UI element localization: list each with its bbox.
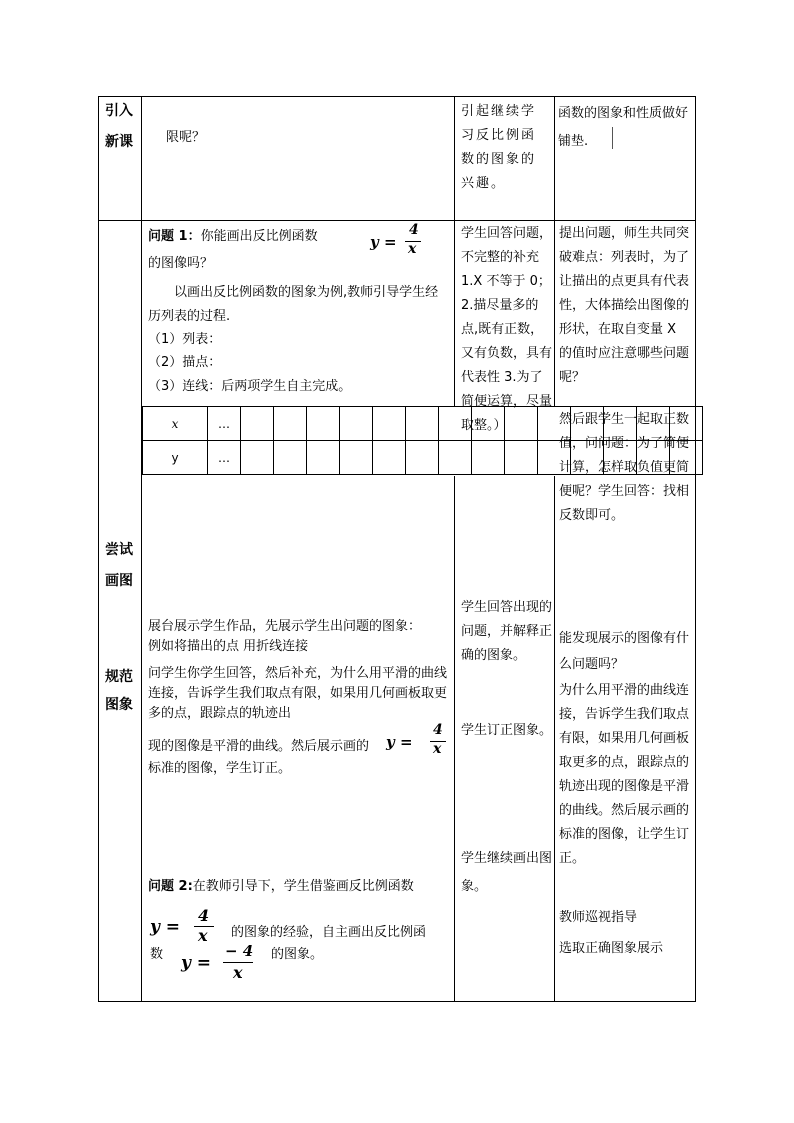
question-2-end: 的图象。	[271, 947, 324, 962]
y-header: y	[143, 441, 208, 475]
norm-student-activity-2: 学生订正图象。	[461, 723, 553, 738]
x-cell[interactable]	[340, 407, 373, 441]
y-cell[interactable]	[340, 441, 373, 475]
table-border-left	[98, 96, 99, 1002]
y-cell[interactable]	[571, 441, 604, 475]
table-border-bottom	[98, 1001, 696, 1002]
y-cell[interactable]	[439, 441, 472, 475]
norm-para-b: 例如将描出的点 用折线连接	[148, 639, 309, 654]
try-design-intent-2: 然后跟学生一起取正数值，问问题：为了简便计算，怎样取负值更简便呢？学生回答：找相反数即可。	[559, 412, 690, 523]
table-border-top	[98, 96, 696, 97]
y-cell[interactable]	[637, 441, 670, 475]
norm-student-activity-1: 学生回答出现的问题，并解释正确的图象。	[461, 600, 553, 663]
x-cell[interactable]	[406, 407, 439, 441]
x-cell[interactable]	[670, 407, 703, 441]
question-2	[148, 880, 414, 893]
y-cell[interactable]	[538, 441, 571, 475]
try-student-activity: 学生回答问题，不完整的补充 1.X 不等于 0；2.描尽量多的点,既有正数，又有负数，具有代表性 3.为了简便运算，尽量取整。）	[461, 226, 553, 433]
formula-y-4-over-x-3: y = 4 x	[150, 908, 220, 944]
x-cell[interactable]	[274, 407, 307, 441]
formula-y-neg4-over-x: y = − 4 x	[181, 942, 254, 982]
step-2: （2）描点：	[148, 355, 222, 370]
step-1: （1）列表：	[148, 332, 222, 347]
y-cell[interactable]	[241, 441, 274, 475]
x-cell[interactable]	[307, 407, 340, 441]
question-2-text: 在教师引导下，学生借鉴画反比例函数	[192, 879, 414, 894]
try-design-intent-1: 提出问题，师生共同突破难点：列表时，为了让描出的点更具有代表性，大体描绘出图像的形状，在取自变量 X 的值时应注意哪些问题呢？	[559, 226, 690, 385]
table-col-divider-3	[554, 96, 555, 406]
stage-label-norm-1: 规范	[105, 669, 133, 685]
x-cell[interactable]	[439, 407, 472, 441]
norm-design-intent-4: 选取正确图象展示	[559, 941, 664, 956]
intro-design-bracket	[612, 127, 613, 149]
teacher-guide-text: 以画出反比例函数的图象为例,教师引导学生经历列表的过程.	[148, 285, 439, 324]
intro-student-activity: 引起继续学习反比例函数的图象的兴趣。	[461, 104, 537, 191]
question-1	[148, 230, 318, 243]
y-cell[interactable]	[472, 441, 505, 475]
norm-design-intent-3: 教师巡视指导	[559, 910, 638, 925]
stage-label-try-2: 画图	[105, 573, 133, 589]
x-cell[interactable]	[241, 407, 274, 441]
x-cell[interactable]	[538, 407, 571, 441]
y-cell[interactable]	[274, 441, 307, 475]
x-cell[interactable]	[472, 407, 505, 441]
question-2-label: 问题 2:	[148, 879, 193, 894]
table-col-divider-2	[454, 96, 455, 406]
question-2-shu: 数	[150, 947, 164, 962]
x-cell[interactable]	[505, 407, 538, 441]
x-header: x	[143, 407, 208, 441]
table-col-divider-1	[141, 96, 142, 1002]
stage-label-intro-2: 新课	[105, 134, 133, 150]
y-cell[interactable]	[670, 441, 703, 475]
question-1-text: 你能画出反比例函数	[200, 229, 318, 244]
y-cell[interactable]	[406, 441, 439, 475]
stage-label-intro-1: 引入	[105, 103, 133, 119]
formula-y-4-over-x-2: y = 4 x	[386, 724, 446, 760]
norm-para-a: 展台展示学生作品，先展示学生出问题的图象：	[148, 619, 422, 634]
intro-content: 限呢？	[166, 130, 206, 145]
x-cell[interactable]	[571, 407, 604, 441]
norm-design-intent-1: 能发现展示的图像有什么问题吗？	[559, 631, 690, 672]
intro-design-intent: 函数的图象和性质做好铺垫.	[558, 106, 689, 149]
stage-label-try-1: 尝试	[105, 542, 133, 558]
table-col-divider-3b	[554, 476, 555, 1002]
step-3: （3）连线：后两项学生自主完成。	[148, 379, 352, 394]
question-2-mid: 的图象的经验，自主画出反比例函	[231, 925, 427, 940]
y-ellipsis: …	[208, 441, 241, 475]
table-border-right	[695, 96, 696, 1002]
norm-student-activity-3: 学生继续画出图象。	[461, 851, 553, 894]
y-cell[interactable]	[604, 441, 637, 475]
y-cell[interactable]	[307, 441, 340, 475]
y-cell[interactable]	[505, 441, 538, 475]
x-cell[interactable]	[637, 407, 670, 441]
question-1-tail: 的图像吗？	[148, 256, 214, 271]
x-ellipsis: …	[208, 407, 241, 441]
x-cell[interactable]	[373, 407, 406, 441]
table-col-divider-2b	[454, 476, 455, 1002]
question-1-label: 问题 1：	[148, 229, 201, 244]
table-border-row-divider	[98, 220, 696, 221]
formula-y-4-over-x-1: y = 4 x	[370, 224, 430, 260]
norm-para-c: 问学生你学生回答，然后补充，为什么用平滑的曲线连接，告诉学生我们取点有限，如果用几何画板取更多的点，跟踪点的轨迹出	[148, 666, 448, 721]
norm-para-d: 现的图像是平滑的曲线。然后展示画的标准的图像，学生订正。	[148, 739, 370, 776]
stage-label-norm-2: 图象	[105, 697, 133, 713]
norm-design-intent-2: 为什么用平滑的曲线连接，告诉学生我们取点有限，如果用几何画板取更多的点，跟踪点的轨迹出现的图像是平滑的曲线。然后展示画的标准的图像，让学生订正。	[559, 683, 690, 866]
y-cell[interactable]	[373, 441, 406, 475]
xy-value-table	[142, 406, 703, 475]
x-cell[interactable]	[604, 407, 637, 441]
